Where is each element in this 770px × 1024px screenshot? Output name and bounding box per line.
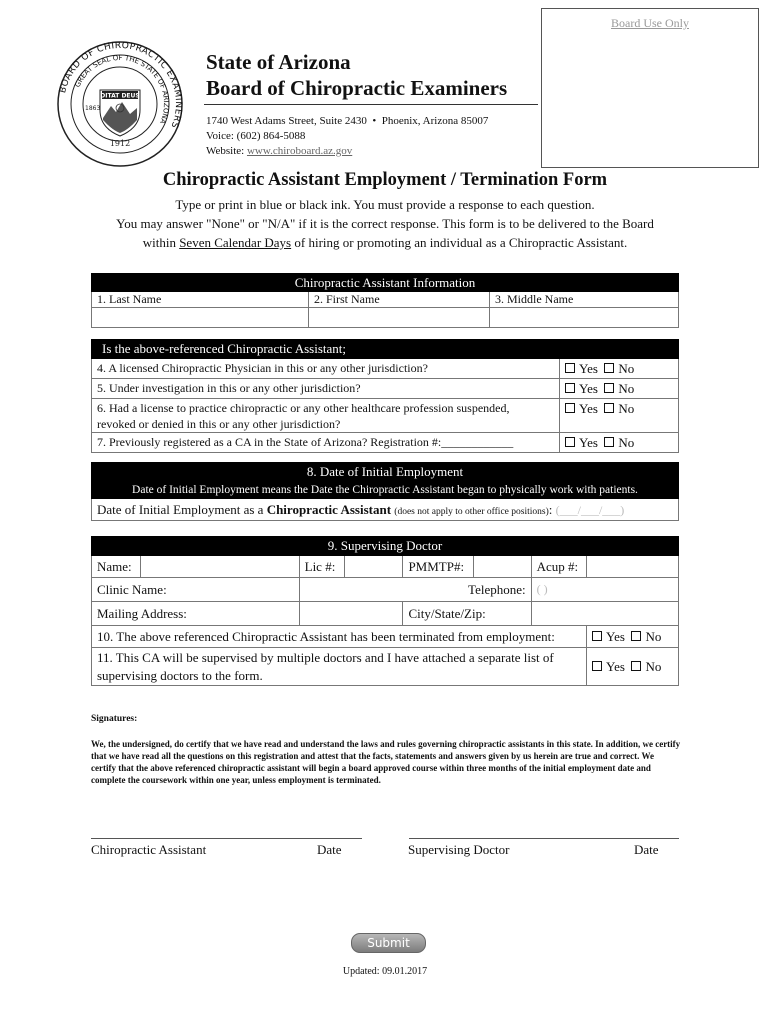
mailing-address-label: Mailing Address: bbox=[92, 602, 300, 626]
employment-date-field[interactable]: (___/___/___) bbox=[555, 502, 625, 517]
question-7: 7. Previously registered as a CA in the State of Arizona? Registration #:____________ bbox=[92, 433, 560, 453]
lic-field[interactable] bbox=[344, 556, 402, 578]
telephone-field[interactable]: ( ) bbox=[531, 578, 678, 602]
supervising-doctor-table bbox=[91, 536, 679, 686]
supervising-doctor-header: 9. Supervising Doctor bbox=[92, 537, 679, 556]
telephone-label: Telephone: bbox=[403, 578, 531, 602]
pmmtp-label: PMMTP#: bbox=[403, 556, 474, 578]
page-title-state: State of Arizona bbox=[206, 50, 351, 74]
q7-no-checkbox[interactable] bbox=[604, 437, 614, 447]
q4-yes-checkbox[interactable] bbox=[565, 363, 575, 373]
seal-year: 1912 bbox=[109, 139, 131, 148]
q5-answers: Yes No bbox=[560, 379, 679, 399]
q10-yes-checkbox[interactable] bbox=[592, 631, 602, 641]
seal-year-left: 1863 bbox=[85, 105, 101, 112]
q7-yes-checkbox[interactable] bbox=[565, 437, 575, 447]
question-10: 10. The above referenced Chiropractic Assistant has been terminated from employment: bbox=[92, 626, 587, 648]
doctor-name-field[interactable] bbox=[140, 556, 299, 578]
first-name-field[interactable] bbox=[309, 308, 490, 328]
form-title: Chiropractic Assistant Employment / Termination Form bbox=[162, 170, 608, 190]
questions-header: Is the above-referenced Chiropractic Assistant; bbox=[92, 340, 679, 359]
signatures-heading: Signatures: bbox=[91, 714, 138, 724]
city-state-zip-label: City/State/Zip: bbox=[403, 602, 531, 626]
q7-answers: Yes No bbox=[560, 433, 679, 453]
question-6: 6. Had a license to practice chiropractic or any other healthcare profession suspended, revoked or denied in this or any other jurisdiction? bbox=[92, 399, 560, 433]
updated-date: Updated: 09.01.2017 bbox=[342, 966, 428, 977]
ca-info-header: Chiropractic Assistant Information bbox=[92, 274, 679, 292]
employment-date-row: Date of Initial Employment as a Chiropractic Assistant (does not apply to other office positions): (___/___/___) bbox=[92, 499, 679, 521]
doctor-signature-label: Supervising Doctor bbox=[408, 842, 510, 857]
middle-name-field[interactable] bbox=[490, 308, 679, 328]
board-use-only-box bbox=[541, 8, 759, 168]
ca-signature-line[interactable] bbox=[91, 838, 362, 839]
website-link[interactable]: www.chiroboard.az.gov bbox=[246, 145, 353, 157]
bullet-icon: • bbox=[372, 115, 377, 127]
middle-name-label: 3. Middle Name bbox=[490, 292, 679, 308]
employment-date-note: Date of Initial Employment means the Date the Chiropractic Assistant began to physically work with patients. bbox=[92, 482, 679, 499]
q11-answers: Yes No bbox=[587, 648, 679, 686]
lic-label: Lic #: bbox=[299, 556, 344, 578]
question-5: 5. Under investigation in this or any other jurisdiction? bbox=[92, 379, 560, 399]
submit-button[interactable]: Submit bbox=[351, 933, 426, 953]
title-divider bbox=[204, 104, 538, 105]
q6-answers: Yes No bbox=[560, 399, 679, 433]
clinic-name-row: Clinic Name: bbox=[92, 578, 300, 602]
city-address: Phoenix, Arizona 85007 bbox=[381, 115, 489, 127]
q6-yes-checkbox[interactable] bbox=[565, 403, 575, 413]
seal-outer-text: BOARD OF CHIROPRACTIC EXAMINERS bbox=[58, 40, 184, 130]
address-block bbox=[206, 114, 488, 159]
q5-yes-checkbox[interactable] bbox=[565, 383, 575, 393]
ca-signature-label: Chiropractic Assistant bbox=[91, 842, 207, 857]
question-11: 11. This CA will be supervised by multiple doctors and I have attached a separate list of supervising doctors to the form. bbox=[92, 648, 587, 686]
question-4: 4. A licensed Chiropractic Physician in this or any other jurisdiction? bbox=[92, 359, 560, 379]
website-label: Website: bbox=[206, 145, 245, 157]
seal-motto: DITAT DEUS bbox=[100, 92, 140, 100]
seal-inner-text: GREAT SEAL OF THE STATE OF ARIZONA bbox=[73, 53, 171, 125]
doctor-date-label: Date bbox=[634, 842, 659, 857]
certification-text: We, the undersigned, do certify that we have read and understand the laws and rules governing chiropractic assistants in this state. In addition, we certify that we have read all the questions on this registration and attest that the facts, statements and answers given by us herein are true and correct. We certify that the above referenced chiropractic assistant will begin a board approved course within three months of the initial employment date and complete the coursework within one year, unless employment is terminated. bbox=[91, 739, 681, 785]
state-seal bbox=[56, 40, 184, 168]
street-address: 1740 West Adams Street, Suite 2430 bbox=[206, 115, 367, 127]
ca-info-table bbox=[91, 273, 679, 328]
employment-date-table bbox=[91, 462, 679, 521]
doctor-signature-line[interactable] bbox=[409, 838, 679, 839]
q10-answers: Yes No bbox=[587, 626, 679, 648]
doctor-name-label: Name: bbox=[92, 556, 141, 578]
ca-date-label: Date bbox=[317, 842, 342, 857]
deadline-text: Seven Calendar Days bbox=[179, 235, 292, 250]
board-use-only-label: Board Use Only bbox=[611, 16, 689, 30]
q10-no-checkbox[interactable] bbox=[631, 631, 641, 641]
q6-no-checkbox[interactable] bbox=[604, 403, 614, 413]
q11-no-checkbox[interactable] bbox=[631, 661, 641, 671]
q4-answers: Yes No bbox=[560, 359, 679, 379]
q11-yes-checkbox[interactable] bbox=[592, 661, 602, 671]
acup-label: Acup #: bbox=[531, 556, 586, 578]
instruction-line-3: within Seven Calendar Days of hiring or promoting an individual as a Chiropractic Assistant. bbox=[142, 235, 628, 250]
clinic-name-field[interactable] bbox=[299, 578, 403, 602]
pmmtp-field[interactable] bbox=[474, 556, 531, 578]
questions-table bbox=[91, 339, 679, 453]
voice-number: Voice: (602) 864-5088 bbox=[206, 130, 306, 142]
last-name-field[interactable] bbox=[92, 308, 309, 328]
last-name-label: 1. Last Name bbox=[92, 292, 309, 308]
first-name-label: 2. First Name bbox=[309, 292, 490, 308]
city-state-zip-field[interactable] bbox=[531, 602, 678, 626]
mailing-address-field[interactable] bbox=[299, 602, 403, 626]
instruction-line-1: Type or print in blue or black ink. You must provide a response to each question. bbox=[175, 197, 595, 212]
acup-field[interactable] bbox=[587, 556, 679, 578]
page-title-board: Board of Chiropractic Examiners bbox=[206, 76, 508, 100]
q4-no-checkbox[interactable] bbox=[604, 363, 614, 373]
instruction-line-2: You may answer "None" or "N/A" if it is the correct response. This form is to be delivered to the Board bbox=[116, 216, 654, 231]
employment-date-header: 8. Date of Initial Employment bbox=[92, 463, 679, 482]
q5-no-checkbox[interactable] bbox=[604, 383, 614, 393]
